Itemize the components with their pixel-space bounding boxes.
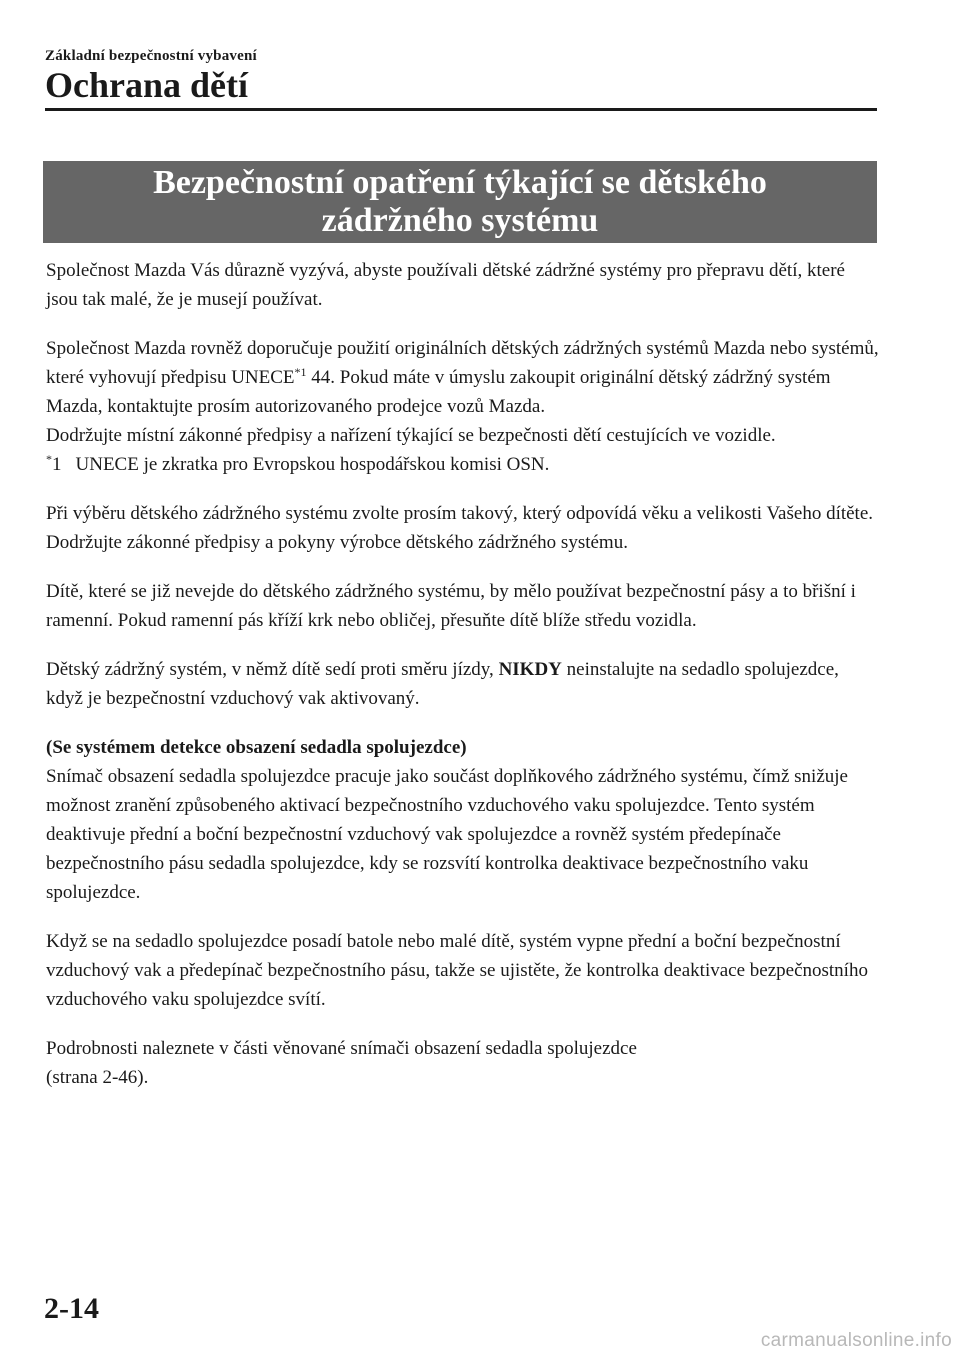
body-text	[46, 256, 880, 1112]
occupant-detection-heading: (Se systémem detekce obsazení sedadla spolujezdce)	[46, 737, 467, 758]
paragraph-recommendation	[46, 334, 880, 421]
chapter-title: Ochrana dětí	[45, 65, 248, 105]
page-number: 2-14	[44, 1292, 99, 1325]
warning-text-a: Dětský zádržný systém, v němž dítě sedí proti směru jízdy,	[46, 659, 499, 680]
paragraph-seat-belts: Dítě, které se již nevejde do dětského zádržného systému, by mělo používat bezpečnostní pásy a to břišní i ramenní. Pokud ramenní pás kříží krk nebo obličej, přesuňte dítě blíže středu vozidla.	[46, 581, 856, 631]
paragraph-details-reference	[46, 1034, 880, 1092]
watermark: carmanualsonline.info	[760, 1330, 952, 1351]
warning-emphasis: NIKDY	[498, 659, 562, 680]
footnote-text: UNECE je zkratka pro Evropskou hospodářskou komisi OSN.	[75, 454, 550, 475]
paragraph-occupant-detection	[46, 733, 880, 907]
footnote-asterisk: *	[46, 452, 52, 466]
footnote-reference: *1	[294, 365, 307, 379]
header-rule	[45, 108, 877, 111]
paragraph-rear-facing-warning	[46, 655, 880, 713]
paragraph-local-regulations: Dodržujte místní zákonné předpisy a nařízení týkající se bezpečnosti dětí cestujících ve vozidle.	[46, 425, 776, 446]
footnote-number: 1	[52, 454, 62, 475]
banner-title-line1: Bezpečnostní opatření týkající se dětského	[153, 164, 767, 201]
section-label: Základní bezpečnostní vybavení	[45, 48, 257, 64]
details-line1: Podrobnosti naleznete v části věnované snímači obsazení sedadla spolujezdce	[46, 1038, 637, 1059]
warning-text-b: neinstalujte na sedadlo spolujezdce, když je bezpečnostní vzduchový vak aktivovaný.	[46, 659, 839, 709]
paragraph-intro: Společnost Mazda Vás důrazně vyzývá, abyste používali dětské zádržné systémy pro přepravu dětí, které jsou tak malé, že je musejí používat.	[46, 260, 845, 310]
section-banner	[43, 161, 877, 243]
occupant-detection-text: Snímač obsazení sedadla spolujezdce pracuje jako součást doplňkového zádržného systému, čímž snižuje možnost zranění způsobeného aktivací bezpečnostního vzduchového vaku spolujezdce. Tento systém deaktivuje přední a boční bezpečnostní vzduchový vak spolujezdce a rovněž systém předepínače bezpečnostního pásu sedadla spolujezdce, kdy se rozsvítí kontrolka deaktivace bezpečnostního vaku spolujezdce.	[46, 766, 848, 903]
banner-title-line2: zádržného systému	[321, 202, 599, 239]
recommendation-text-a: Společnost Mazda rovněž doporučuje použití originálních dětských zádržných systémů Mazda nebo systémů, které vyhovují předpisu UNECE	[46, 338, 879, 388]
footnote-mark	[46, 454, 62, 475]
paragraph-selection: Při výběru dětského zádržného systému zvolte prosím takový, který odpovídá věku a velikosti Vašeho dítěte. Dodržujte zákonné předpisy a pokyny výrobce dětského zádržného systému.	[46, 503, 874, 553]
paragraph-child-seated: Když se na sedadlo spolujezdce posadí batole nebo malé dítě, systém vypne přední a boční bezpečnostní vzduchový vak a předepínač bezpečnostního pásu, takže se ujistěte, že kontrolka deaktivace bezpečnostního vzduchového vaku spolujezdce svítí.	[46, 931, 868, 1010]
footnote	[46, 450, 880, 479]
recommendation-text-b: 44. Pokud máte v úmyslu zakoupit originální dětský zádržný systém Mazda, kontaktujte prosím autorizovaného prodejce vozů Mazda.	[46, 367, 831, 417]
banner-title	[110, 164, 810, 240]
details-page-link: (strana 2-46).	[46, 1067, 149, 1088]
